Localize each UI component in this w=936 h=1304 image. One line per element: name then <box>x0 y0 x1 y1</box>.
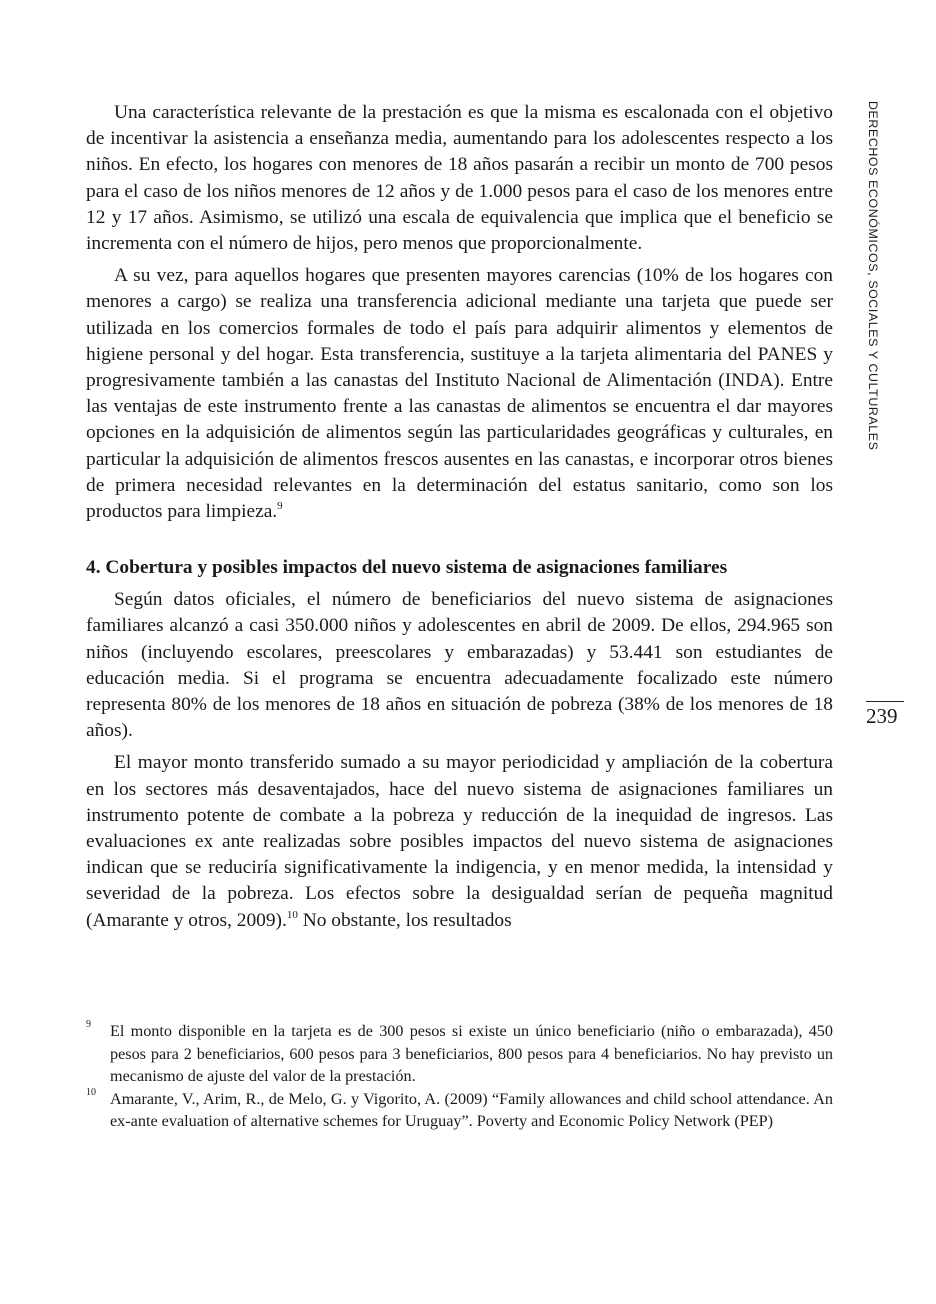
footnote <box>86 1020 833 1088</box>
paragraph-text: No obstante, los resultados <box>297 909 512 931</box>
footnotes <box>86 1020 833 1133</box>
footnote-text: El monto disponible en la tarjeta es de 300 pesos si existe un único beneficiario (niño o embarazada), 450 pesos para 2 beneficiarios, 600 pesos para 3 beneficiarios, 800 pesos para 4 beneficiarios. No hay previsto un mecanismo de ajuste del valor de la prestación. <box>110 1022 833 1086</box>
footnote-ref[interactable]: 10 <box>286 908 298 921</box>
paragraph-text: Según datos oficiales, el número de beneficiarios del nuevo sistema de asignaciones familiares alcanzó a casi 350.000 niños y adolescentes en abril de 2009. De ellos, 294.965 son niños (incluyendo escolares, preescolares y embarazadas) y 53.441 son estudiantes de educación media. Si el programa se encuentra adecuadamente focalizado este número representa 80% de los menores de 18 años en situación de pobreza (38% de los menores de 18 años). <box>86 589 833 742</box>
footnote <box>86 1088 833 1133</box>
page-number: 239 <box>866 704 898 728</box>
footnote-text: Amarante, V., Arim, R., de Melo, G. y Vigorito, A. (2009) “Family allowances and child school attendance. An ex-ante evaluation of alternative schemes for Uruguay”. Poverty and Economic Policy Network (PEP) <box>110 1089 833 1131</box>
footnote-ref[interactable]: 9 <box>277 500 283 513</box>
page-number-rule <box>866 701 904 702</box>
paragraph-text: El mayor monto transferido sumado a su mayor periodicidad y ampliación de la cobertura en los sectores más desaventajados, hace del nuevo sistema de asignaciones familiares un instrumento potente de combate a la pobreza y reducción de la inequidad de ingresos. Las evaluaciones ex ante realizadas sobre posibles impactos del nuevo sistema de asignaciones indican que se reduciría significativamente la indigencia, y en menor medida, la intensidad y severidad de la pobreza. Los efectos sobre la desigualdad serían de pequeña magnitud (Amarante y otros, 2009). <box>86 752 833 931</box>
section-heading: 4. Cobertura y posibles impactos del nuevo sistema de asignaciones familiares <box>86 557 728 579</box>
running-head: DERECHOS ECONÓMICOS, SOCIALES Y CULTURALES <box>866 101 880 451</box>
paragraph <box>86 263 833 525</box>
paragraph <box>86 750 833 933</box>
footnote-mark: 9 <box>86 1019 91 1030</box>
paragraph-text: A su vez, para aquellos hogares que presenten mayores carencias (10% de los hogares con menores a cargo) se realiza una transferencia adicional mediante una tarjeta que puede ser utilizada en los comercios formales de todo el país para adquirir alimentos y elementos de higiene personal y del hogar. Esta transferencia, sustituye a la tarjeta alimentaria del PANES y progresivamente también a las canastas del Instituto Nacional de Alimentación (INDA). Entre las ventajas de este instrumento frente a las canastas de alimentos se encuentra el dar mayores opciones en la adquisición de alimentos según las particularidades geográficas y culturales, en particular la adquisición de alimentos frescos ausentes en las canastas, e incorporar otros bienes de primera necesidad relevantes en la determinación del estatus sanitario, como son los productos para limpieza. <box>86 265 833 523</box>
paragraph <box>86 587 833 744</box>
paragraph-text: Una característica relevante de la prestación es que la misma es escalonada con el objetivo de incentivar la asistencia a enseñanza media, aumentando para los adolescentes respecto a los niños. En efecto, los hogares con menores de 18 años pasarán a recibir un monto de 700 pesos para el caso de los niños menores de 12 años y de 1.000 pesos para el caso de los menores entre 12 y 17 años. Asimismo, se utilizó una escala de equivalencia que implica que el beneficio se incrementa con el número de hijos, pero menos que proporcionalmente. <box>86 102 833 255</box>
body-text <box>86 100 833 940</box>
footnote-mark: 10 <box>86 1086 96 1098</box>
paragraph <box>86 100 833 257</box>
